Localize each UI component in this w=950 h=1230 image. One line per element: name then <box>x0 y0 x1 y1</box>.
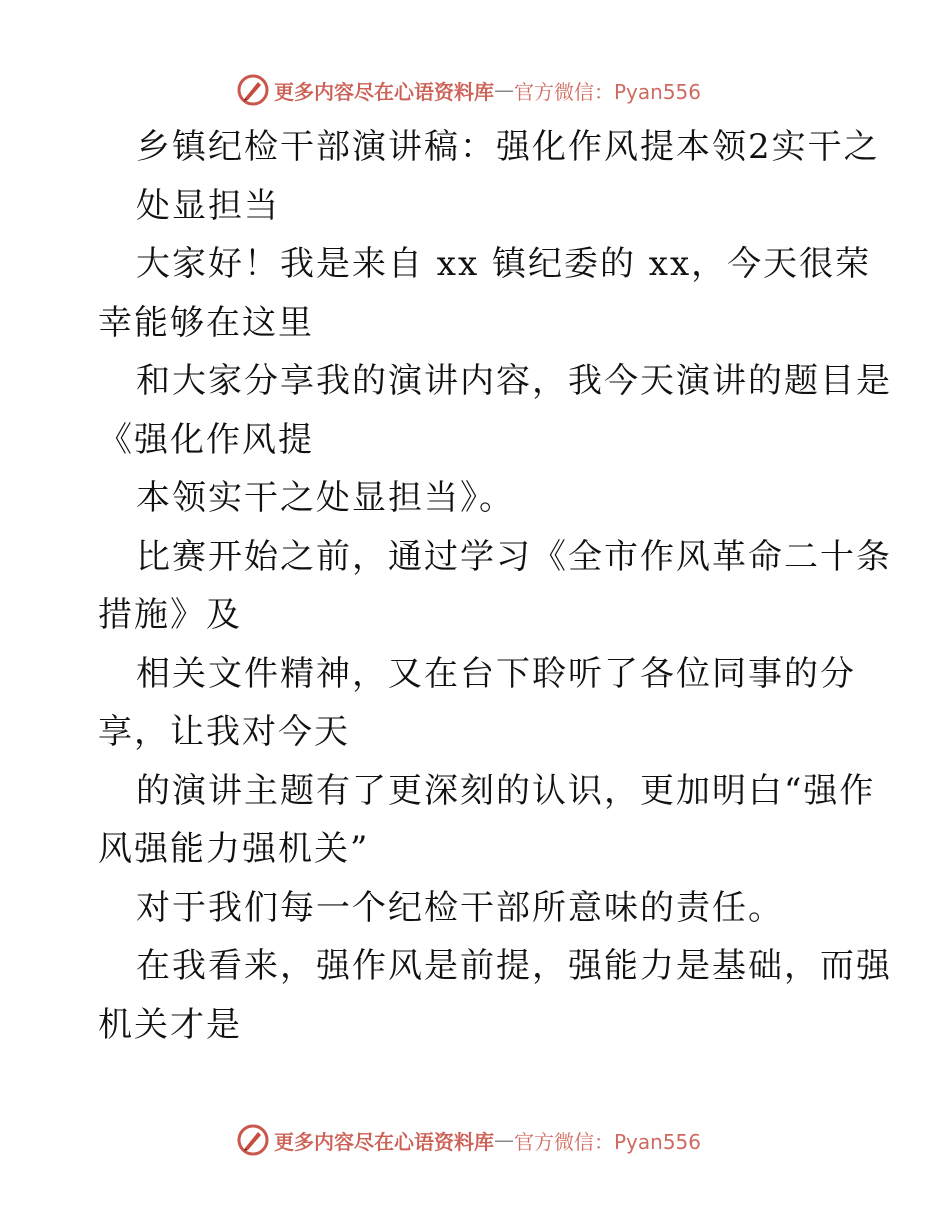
paragraph-line: 本领实干之处显担当》。 <box>136 478 515 518</box>
document-title-line-2: 处显担当 <box>136 185 280 226</box>
paragraph-line: 《强化作风提 <box>98 419 314 460</box>
quill-pen-logo-icon <box>236 73 270 107</box>
paragraph-line: 风强能力强机关” <box>98 829 370 869</box>
paragraph-line: 和大家分享我的演讲内容，我今天演讲的题目是 <box>136 361 892 401</box>
paragraph-line: 比赛开始之前，通过学习《全市作风革命二十条 <box>136 536 892 577</box>
paragraph-line: 措施》及 <box>98 595 242 635</box>
paragraph-line: 幸能够在这里 <box>98 302 314 343</box>
watermark-brand-text: 更多内容尽在心语资料库 <box>274 79 494 104</box>
paragraph-line: 享，让我对今天 <box>98 712 350 752</box>
paragraph-line: 在我看来，强作风是前提，强能力是基础，而强 <box>136 946 892 986</box>
watermark-separator: — <box>494 1128 514 1152</box>
watermark-brand-text: 更多内容尽在心语资料库 <box>274 1129 494 1154</box>
watermark-separator: — <box>494 78 514 102</box>
header-watermark <box>236 72 701 108</box>
quill-pen-logo-icon <box>236 1123 270 1157</box>
paragraph-line: 对于我们每一个纪检干部所意味的责任。 <box>136 887 784 928</box>
paragraph-line: 机关才是 <box>98 1004 242 1045</box>
footer-watermark <box>236 1122 701 1158</box>
paragraph-line: 大家好！我是来自 xx 镇纪委的 xx，今天很荣 <box>136 244 872 284</box>
document-title-line-1: 乡镇纪检干部演讲稿：强化作风提本领2实干之 <box>136 127 880 167</box>
watermark-contact-text: 官方微信：Pyan556 <box>514 79 702 104</box>
paragraph-line: 相关文件精神，又在台下聆听了各位同事的分 <box>136 653 856 694</box>
document-body <box>98 118 892 1054</box>
paragraph-line: 的演讲主题有了更深刻的认识，更加明白“强作 <box>136 770 876 811</box>
watermark-contact-text: 官方微信：Pyan556 <box>514 1129 702 1154</box>
